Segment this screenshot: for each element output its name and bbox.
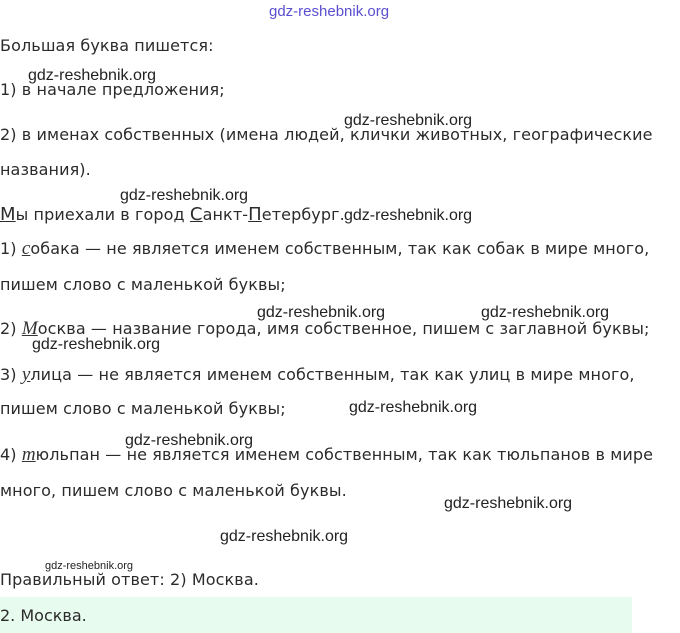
rule-item-1: 1) в начале предложения;	[0, 80, 225, 99]
option-2: 2) Москва — название города, имя собственное, пишем с заглавной буквы;	[0, 318, 650, 339]
watermark: gdz-reshebnik.org	[45, 560, 134, 572]
watermark: gdz-reshebnik.org	[120, 187, 249, 204]
option-1: 1) собака — не является именем собственным, так как собак в мире много,	[0, 238, 650, 259]
watermark: gdz-reshebnik.org	[125, 432, 254, 449]
watermark: gdz-reshebnik.org	[257, 304, 386, 321]
option-1-cont: пишем слово с маленькой буквы;	[0, 275, 286, 294]
highlight-letter: С	[189, 204, 203, 225]
highlight-letter: с	[21, 238, 31, 259]
watermark: gdz-reshebnik.org	[344, 207, 473, 224]
watermark: gdz-reshebnik.org	[349, 399, 478, 416]
example-sentence: Мы приехали в город Санкт-Петербург.	[0, 204, 345, 225]
option-3-cont: пишем слово с маленькой буквы;	[0, 399, 286, 418]
rule-item-2-cont: названия).	[0, 160, 91, 179]
answer-box	[0, 597, 632, 633]
answer-box-text: 2. Москва.	[0, 606, 87, 625]
rule-item-2: 2) в именах собственных (имена людей, клички животных, географические	[0, 125, 653, 144]
highlight-letter: т	[21, 444, 36, 465]
watermark: gdz-reshebnik.org	[28, 67, 157, 84]
highlight-letter: П	[248, 204, 262, 225]
rule-title: Большая буква пишется:	[0, 36, 214, 55]
highlight-letter: у	[21, 364, 31, 385]
watermark: gdz-reshebnik.org	[344, 112, 473, 129]
watermark: gdz-reshebnik.org	[32, 336, 161, 353]
watermark-top: gdz-reshebnik.org	[269, 3, 390, 20]
option-3: 3) улица — не является именем собственным, так как улиц в мире много,	[0, 364, 635, 385]
highlight-letter: М	[21, 318, 38, 339]
option-4: 4) тюльпан — не является именем собственным, так как тюльпанов в мире	[0, 444, 654, 465]
watermark: gdz-reshebnik.org	[481, 304, 610, 321]
watermark: gdz-reshebnik.org	[220, 528, 349, 545]
highlight-letter: М	[0, 204, 16, 225]
correct-answer-label: Правильный ответ: 2) Москва.	[0, 570, 259, 589]
option-4-cont: много, пишем слово с маленькой буквы.	[0, 481, 347, 500]
watermark: gdz-reshebnik.org	[444, 495, 573, 512]
